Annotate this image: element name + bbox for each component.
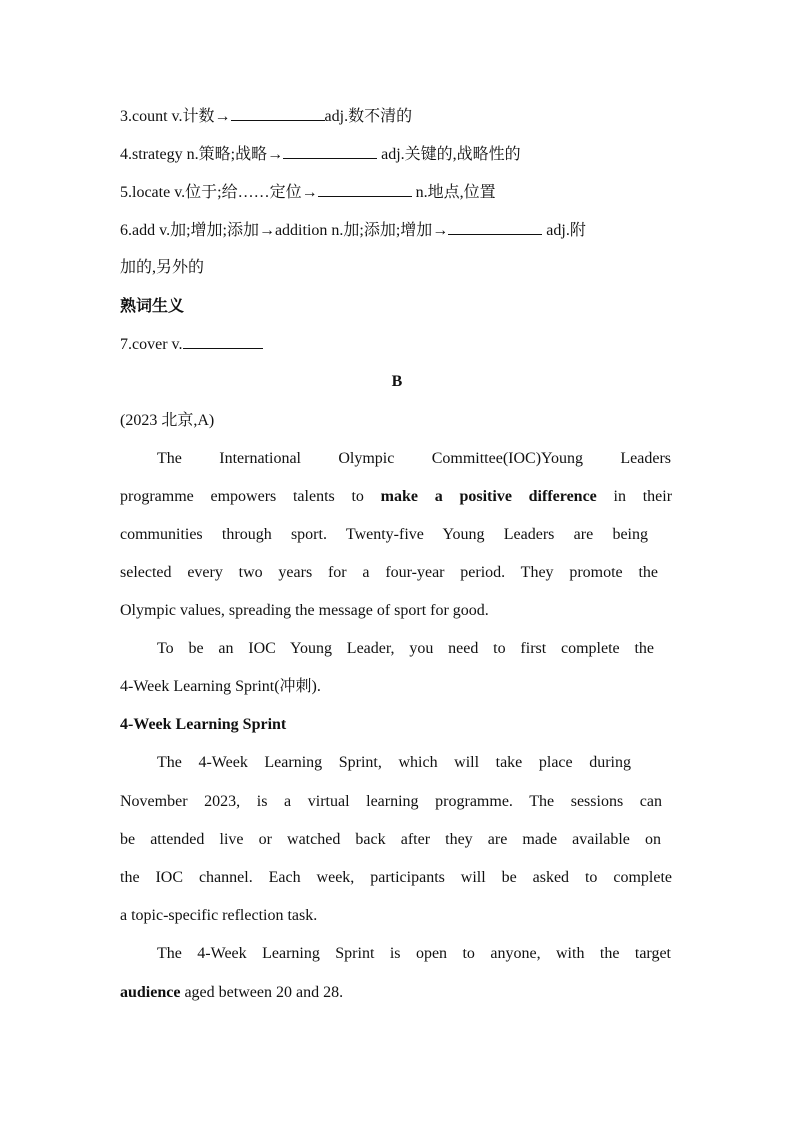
- p2-line-2: 4-Week Learning Sprint(冲刺).: [120, 678, 321, 695]
- p1-line-4: selected every two years for a four-year period. They promote the: [120, 564, 658, 581]
- p4-highlight: audience: [120, 984, 181, 1001]
- answer-blank[interactable]: [448, 220, 542, 235]
- section-heading: 熟词生义: [120, 296, 185, 315]
- vocab-item-4-text: 4.strategy n.策略;战略→: [120, 146, 284, 163]
- p1-line-2-a: programme empowers talents to: [120, 488, 381, 505]
- subheading: 4-Week Learning Sprint: [120, 716, 287, 733]
- answer-blank[interactable]: [231, 106, 325, 121]
- vocab-item-6-meaning: adj.附: [542, 222, 586, 239]
- p3-line-2: November 2023, is a virtual learning programme. The sessions can: [120, 793, 662, 810]
- answer-blank[interactable]: [318, 182, 412, 197]
- p3-line-5: a topic-specific reflection task.: [120, 907, 318, 924]
- p1-highlight: make a positive difference: [380, 488, 597, 505]
- answer-blank[interactable]: [183, 334, 263, 349]
- p2-line-1: To be an IOC Young Leader, you need to first complete the: [157, 640, 654, 657]
- p3-line-1: The 4-Week Learning Sprint, which will take place during: [157, 754, 631, 771]
- vocab-item-5: [120, 182, 496, 203]
- vocab-item-7: [120, 334, 263, 355]
- vocab-item-6-continuation: 加的,另外的: [120, 259, 205, 276]
- vocab-item-3-meaning: adj.数不清的: [324, 108, 413, 125]
- p4-line-2-rest: aged between 20 and 28.: [180, 984, 344, 1001]
- p4-line-2: [120, 983, 343, 1003]
- passage-label: B: [391, 373, 403, 390]
- p1-line-1: The International Olympic Committee(IOC)Young Leaders: [157, 450, 671, 467]
- vocab-item-4: [120, 144, 521, 165]
- vocab-item-6-text: 6.add v.加;增加;添加→addition n.加;添加;增加→: [120, 222, 449, 239]
- vocab-item-3-text: 3.count v.计数→: [120, 108, 231, 125]
- vocab-item-6: [120, 220, 586, 241]
- p1-line-2-b: in their: [596, 488, 673, 505]
- p4-line-1: The 4-Week Learning Sprint is open to anyone, with the target: [157, 945, 671, 962]
- vocab-item-5-text: 5.locate v.位于;给……定位→: [120, 184, 318, 201]
- vocab-item-4-meaning: adj.关键的,战略性的: [377, 146, 521, 163]
- answer-blank[interactable]: [283, 144, 377, 159]
- p1-line-5: Olympic values, spreading the message of sport for good.: [120, 602, 489, 619]
- vocab-item-3: [120, 106, 412, 127]
- vocab-item-5-meaning: n.地点,位置: [411, 184, 496, 201]
- p1-line-3: communities through sport. Twenty-five Young Leaders are being: [120, 526, 648, 543]
- p1-line-2: [120, 487, 672, 507]
- p3-line-3: be attended live or watched back after they are made available on: [120, 831, 661, 848]
- p3-line-4: the IOC channel. Each week, participants will be asked to complete: [120, 869, 672, 886]
- vocab-item-7-text: 7.cover v.: [120, 336, 183, 353]
- passage-source: (2023 北京,A): [120, 412, 215, 429]
